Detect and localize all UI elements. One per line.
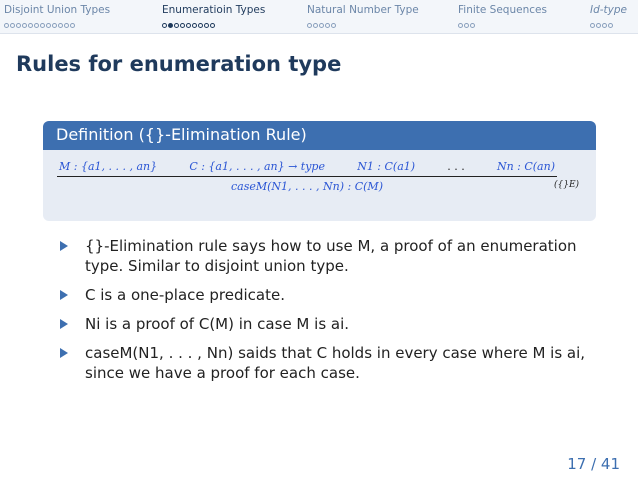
nav-dots bbox=[307, 19, 419, 27]
nav-dots bbox=[590, 19, 627, 27]
nav-section-enumeration[interactable]: Enumeratioin Types bbox=[162, 3, 265, 27]
definition-block bbox=[43, 121, 596, 221]
triangle-bullet-icon bbox=[60, 348, 68, 358]
premise-m: M : {a1, . . . , an} bbox=[59, 160, 158, 173]
bullet-text: {}-Elimination rule says how to use M, a proof of an enumeration type. Similar to disjoint union type. bbox=[85, 237, 577, 275]
nav-dot-icon[interactable] bbox=[16, 23, 21, 28]
nav-dot-icon[interactable] bbox=[180, 23, 185, 28]
list-item bbox=[60, 343, 600, 383]
nav-dot-icon[interactable] bbox=[4, 23, 9, 28]
triangle-bullet-icon bbox=[60, 319, 68, 329]
nav-dot-icon[interactable] bbox=[307, 23, 312, 28]
rule-conclusion bbox=[57, 177, 557, 193]
nav-section-disjoint-union[interactable]: Disjoint Union Types bbox=[4, 3, 110, 27]
nav-dots bbox=[162, 19, 265, 27]
nav-dot-icon[interactable] bbox=[192, 23, 197, 28]
nav-dot-icon[interactable] bbox=[458, 23, 463, 28]
nav-dot-icon[interactable] bbox=[58, 23, 63, 28]
nav-dot-icon[interactable] bbox=[470, 23, 475, 28]
premise-n1: N1 : C(a1) bbox=[357, 160, 416, 173]
nav-dot-icon[interactable] bbox=[204, 23, 209, 28]
nav-dot-icon[interactable] bbox=[464, 23, 469, 28]
nav-dot-icon[interactable] bbox=[596, 23, 601, 28]
triangle-bullet-icon bbox=[60, 241, 68, 251]
nav-dot-icon[interactable] bbox=[325, 23, 330, 28]
premise-ellipsis: . . . bbox=[447, 160, 465, 173]
nav-dots bbox=[458, 19, 547, 27]
nav-dot-icon[interactable] bbox=[168, 23, 173, 28]
nav-dot-icon[interactable] bbox=[602, 23, 607, 28]
premise-c: C : {a1, . . . , an} → type bbox=[189, 160, 325, 173]
nav-dot-icon[interactable] bbox=[319, 23, 324, 28]
nav-dot-icon[interactable] bbox=[64, 23, 69, 28]
page-number: 17 / 41 bbox=[567, 455, 620, 473]
nav-section-natural-number[interactable]: Natural Number Type bbox=[307, 3, 419, 27]
bullet-list bbox=[60, 236, 600, 392]
premise-nn: Nn : C(an) bbox=[496, 160, 555, 173]
navigation-bar bbox=[0, 0, 638, 34]
nav-dot-icon[interactable] bbox=[186, 23, 191, 28]
nav-dot-icon[interactable] bbox=[174, 23, 179, 28]
bullet-text: C is a one-place predicate. bbox=[85, 286, 285, 304]
nav-dot-icon[interactable] bbox=[210, 23, 215, 28]
triangle-bullet-icon bbox=[60, 290, 68, 300]
nav-dot-icon[interactable] bbox=[52, 23, 57, 28]
nav-dot-icon[interactable] bbox=[590, 23, 595, 28]
nav-dot-icon[interactable] bbox=[313, 23, 318, 28]
nav-dot-icon[interactable] bbox=[40, 23, 45, 28]
list-item bbox=[60, 285, 600, 305]
nav-section-id-type[interactable]: Id-type bbox=[590, 3, 627, 27]
nav-dot-icon[interactable] bbox=[28, 23, 33, 28]
nav-dot-icon[interactable] bbox=[34, 23, 39, 28]
bullet-text: caseM(N1, . . . , Nn) saids that C holds in every case where M is ai, since we have a proof for each case. bbox=[85, 344, 586, 382]
rule-premises bbox=[57, 160, 557, 176]
definition-body bbox=[43, 150, 596, 221]
conclusion-text: caseM(N1, . . . , Nn) : C(M) bbox=[231, 180, 383, 193]
rule-name: ({}E) bbox=[554, 180, 580, 190]
nav-dot-icon[interactable] bbox=[331, 23, 336, 28]
bullet-text: Ni is a proof of C(M) in case M is ai. bbox=[85, 315, 350, 333]
nav-dots bbox=[4, 19, 110, 27]
nav-dot-icon[interactable] bbox=[22, 23, 27, 28]
nav-dot-icon[interactable] bbox=[198, 23, 203, 28]
nav-dot-icon[interactable] bbox=[46, 23, 51, 28]
list-item bbox=[60, 314, 600, 334]
nav-dot-icon[interactable] bbox=[162, 23, 167, 28]
definition-header: Definition ({}-Elimination Rule) bbox=[43, 121, 596, 150]
nav-section-finite-sequences[interactable]: Finite Sequences bbox=[458, 3, 547, 27]
nav-dot-icon[interactable] bbox=[10, 23, 15, 28]
inference-rule bbox=[57, 160, 557, 193]
nav-dot-icon[interactable] bbox=[608, 23, 613, 28]
list-item bbox=[60, 236, 600, 276]
nav-dot-icon[interactable] bbox=[70, 23, 75, 28]
slide-title: Rules for enumeration type bbox=[16, 52, 342, 76]
